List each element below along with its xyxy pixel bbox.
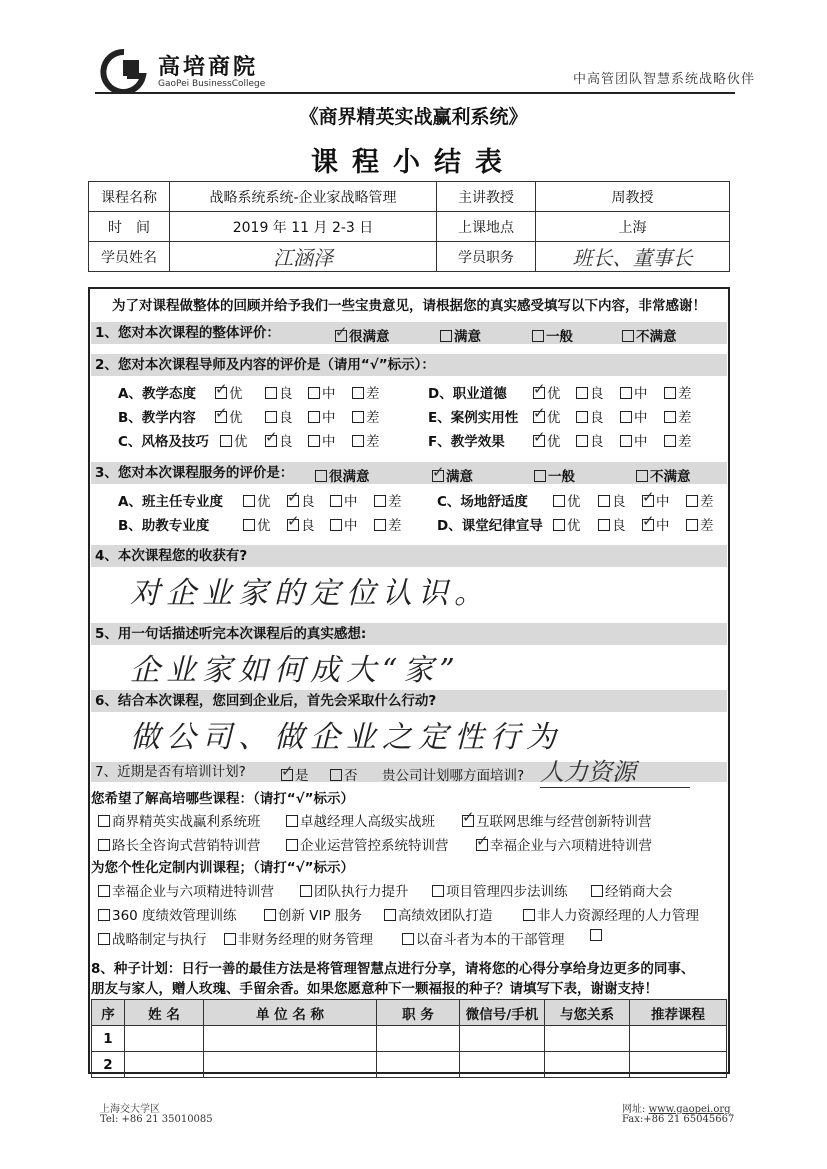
seed-cell[interactable] [545,1026,630,1052]
checkbox-icon[interactable] [243,519,255,531]
q1-opt-no[interactable]: 不满意 [622,325,677,345]
checkbox-icon[interactable] [598,519,610,531]
q2-b-grade-0[interactable]: ✓ 优 [215,406,243,426]
place-value: 上海 [536,212,730,242]
custom-option-3[interactable]: 项目管理四步法训练 [432,880,568,900]
checkbox-icon[interactable] [553,495,565,507]
seed-header-2: 单 位 名 称 [204,1000,377,1026]
seed-cell[interactable] [630,1026,727,1052]
q3-opt-satisfied[interactable]: ✓ 满意 [432,465,473,485]
q7-question: 7、近期是否有培训计划? [95,764,246,780]
q2-b-grade-3[interactable]: 差 [352,406,380,426]
seed-cell[interactable] [204,1052,377,1078]
q3-item-d: D、课堂纪律宣导 [437,518,543,534]
q2-c-grade-0[interactable]: 优 [220,430,248,450]
q3-a-grade-2[interactable]: 中 [330,490,358,510]
q3-c-grade-3[interactable]: 差 [686,490,714,510]
q2-item-f: F、教学效果 [428,434,505,450]
q3-b-grade-0[interactable]: 优 [243,514,271,534]
q7-answer: 人力资源 [540,752,690,788]
seed-header-0: 序 [92,1000,125,1026]
checkbox-icon[interactable] [352,435,364,447]
seed-header-5: 与您关系 [545,1000,630,1026]
checkbox-icon[interactable] [98,885,110,897]
seed-row-number: 1 [92,1026,125,1052]
teacher-value: 周教授 [536,182,730,212]
seed-cell[interactable] [125,1026,204,1052]
seed-header-4: 微信号/手机 [460,1000,545,1026]
place-label: 上课地点 [437,212,536,242]
q3-item-c: C、场地舒适度 [437,494,528,510]
checkbox-icon[interactable] [308,411,320,423]
checkbox-icon[interactable] [98,839,110,851]
course-label: 课程名称 [89,182,170,212]
q3-b-grade-2[interactable]: 中 [330,514,358,534]
course-option-1[interactable]: 商界精英实战赢利系统班 [98,810,261,830]
q1-question: 1、您对本次课程的整体评价： [95,325,280,341]
seed-header-6: 推荐课程 [630,1000,727,1026]
gp-logo-icon [97,48,151,94]
checkbox-icon[interactable] [220,435,232,447]
custom-option-1[interactable]: 幸福企业与六项精进特训营 [98,880,274,900]
checkbox-icon[interactable] [476,839,488,851]
checkbox-icon[interactable] [462,815,474,827]
q3-d-grade-0[interactable]: 优 [553,514,581,534]
q2-f-grade-1[interactable]: 良 [576,430,604,450]
checkbox-icon[interactable] [576,411,588,423]
seed-cell[interactable] [377,1052,460,1078]
q7-ask: 贵公司计划哪方面培训? [382,768,525,784]
checkbox-icon[interactable] [533,411,545,423]
q2-item-a: A、教学态度 [118,386,196,402]
q6-row [91,690,727,712]
q3-b-grade-1[interactable]: ✓ 良 [287,514,315,534]
q2-c-grade-2[interactable]: 中 [308,430,336,450]
custom-option-2[interactable]: 团队执行力提升 [300,880,409,900]
checkbox-icon[interactable] [300,885,312,897]
checkbox-icon[interactable] [287,519,299,531]
teacher-label: 主讲教授 [437,182,536,212]
checkbox-icon[interactable] [664,435,676,447]
checkbox-icon[interactable] [286,839,298,851]
q3-opt-ok[interactable]: 一般 [534,465,575,485]
checkbox-icon[interactable] [224,933,236,945]
q2-e-grade-0[interactable]: ✓ 优 [533,406,561,426]
q2-c-grade-3[interactable]: 差 [352,430,380,450]
q2-b-grade-2[interactable]: 中 [308,406,336,426]
q2-e-grade-1[interactable]: 良 [576,406,604,426]
custom-option-11[interactable]: 以奋斗者为本的干部管理 [402,928,565,948]
checkbox-icon[interactable] [664,387,676,399]
q8-line2: 朋友与家人，赠人玫瑰、手留余香。如果您愿意种下一颗福报的种子？请填写下表，谢谢支持！ [91,981,658,997]
q3-question: 3、您对本次课程服务的评价是： [95,465,294,481]
checkbox-icon[interactable] [352,387,364,399]
seed-header-1: 姓 名 [125,1000,204,1026]
checkbox-icon[interactable] [533,435,545,447]
q2-d-grade-2[interactable]: 中 [620,382,648,402]
logo-name: 高培商院 [158,55,259,80]
footer-fax: Fax:+86 21 65045667 [622,1114,735,1125]
checkbox-icon[interactable] [534,470,546,482]
q3-a-grade-0[interactable]: 优 [243,490,271,510]
q3-a-grade-3[interactable]: 差 [374,490,402,510]
course-option-4[interactable]: 路长全咨询式营销特训营 [98,834,261,854]
checkbox-icon[interactable] [636,470,648,482]
q3-row [91,462,727,484]
checkbox-icon[interactable] [402,933,414,945]
seed-header-3: 职 务 [377,1000,460,1026]
checkbox-icon[interactable] [620,435,632,447]
checkbox-icon[interactable] [215,387,227,399]
footer-tel: Tel: +86 21 35010085 [100,1114,213,1125]
role-value: 班长、董事长 [536,242,730,272]
q6-question: 6、结合本次课程，您回到企业后，首先会采取什么行动? [95,693,437,709]
checkbox-icon[interactable] [620,411,632,423]
custom-option-12[interactable] [590,928,604,944]
custom-option-9[interactable]: 战略制定与执行 [98,928,207,948]
checkbox-icon[interactable] [281,769,293,781]
name-value: 江涵泽 [170,242,437,272]
seed-cell[interactable] [204,1026,377,1052]
checkbox-icon[interactable] [432,470,444,482]
seed-cell[interactable] [630,1052,727,1078]
q7-yes[interactable]: ✓ 是 [281,764,309,784]
seed-cell[interactable] [460,1052,545,1078]
checkbox-icon[interactable] [523,909,535,921]
q6-answer: 做公司、做企业之定性行为 [130,720,562,755]
course-value: 战略系统系统-企业家战略管理 [170,182,437,212]
q3-opt-no[interactable]: 不满意 [636,465,691,485]
q7-no[interactable]: 否 [330,764,358,784]
q2-d-grade-1[interactable]: 良 [576,382,604,402]
custom-option-8[interactable]: 非人力资源经理的人力管理 [523,904,699,924]
custom-question: 为您个性化定制内训课程；（请打“√”标示） [91,860,354,876]
course-option-6[interactable]: ✓ 幸福企业与六项精进特训营 [476,834,652,854]
checkbox-icon[interactable] [315,470,327,482]
q8-line1: 8、种子计划：日行一善的最佳方法是将管理智慧点进行分享，请将您的心得分享给身边更多的同事、 [91,961,695,977]
checkbox-icon[interactable] [308,435,320,447]
checkbox-icon[interactable] [686,519,698,531]
page-title: 课程小结表 [311,147,516,178]
q2-row [91,354,727,376]
checkbox-icon[interactable] [330,519,342,531]
checkbox-icon[interactable] [265,387,277,399]
q3-c-grade-2[interactable]: ✓ 中 [642,490,670,510]
checkbox-icon[interactable] [384,909,396,921]
checkbox-icon[interactable] [98,815,110,827]
q3-opt-very[interactable]: 很满意 [315,465,370,485]
checkbox-icon[interactable] [590,929,602,941]
q2-d-grade-3[interactable]: 差 [664,382,692,402]
checkbox-icon[interactable] [98,909,110,921]
checkbox-icon[interactable] [440,330,452,342]
q3-c-grade-0[interactable]: 优 [553,490,581,510]
checkbox-icon[interactable] [598,495,610,507]
q2-d-grade-0[interactable]: ✓ 优 [533,382,561,402]
intro-text: 为了对课程做整体的回顾并给予我们一些宝贵意见，请根据您的真实感受填写以下内容，非常感谢！ [112,298,706,314]
name-label: 学员姓名 [89,242,170,272]
seed-row-number: 2 [92,1052,125,1078]
subtitle: 《商界精英实战赢利系统》 [299,106,528,128]
q1-opt-very[interactable]: ✓ 很满意 [335,325,390,345]
custom-option-4[interactable]: 经销商大会 [591,880,673,900]
course-option-2[interactable]: 卓越经理人高级实战班 [286,810,435,830]
info-table [88,181,730,272]
q3-a-grade-1[interactable]: ✓ 良 [287,490,315,510]
logo-english: GaoPei BusinessCollege [158,79,266,89]
q4-answer: 对企业家的定位认识。 [130,576,490,611]
checkbox-icon[interactable] [308,387,320,399]
checkbox-icon[interactable] [591,885,603,897]
q2-e-grade-3[interactable]: 差 [664,406,692,426]
seed-table [91,999,727,1078]
courses-question: 您希望了解高培哪些课程：（请打“√”标示） [91,791,354,807]
checkbox-icon[interactable] [620,387,632,399]
q2-b-grade-1[interactable]: 良 [265,406,293,426]
checkbox-icon[interactable] [286,815,298,827]
q1-opt-satisfied[interactable]: 满意 [440,325,481,345]
checkbox-icon[interactable] [576,387,588,399]
q3-d-grade-3[interactable]: 差 [686,514,714,534]
checkbox-icon[interactable] [287,495,299,507]
checkbox-icon[interactable] [553,519,565,531]
q5-row [91,623,727,645]
q2-a-grade-2[interactable]: 中 [308,382,336,402]
custom-option-5[interactable]: 360 度绩效管理训练 [98,904,237,924]
q2-item-d: D、职业道德 [428,386,507,402]
q2-f-grade-2[interactable]: 中 [620,430,648,450]
course-option-3[interactable]: ✓ 互联网思维与经营创新特训营 [462,810,652,830]
checkbox-icon[interactable] [374,519,386,531]
checkbox-icon[interactable] [265,411,277,423]
q2-c-grade-1[interactable]: ✓ 良 [265,430,293,450]
q2-question: 2、您对本次课程导师及内容的评价是（请用“√”标示）： [95,357,435,373]
q2-a-grade-3[interactable]: 差 [352,382,380,402]
checkbox-icon[interactable] [215,411,227,423]
time-label: 时 间 [89,212,170,242]
q2-item-c: C、风格及技巧 [118,434,209,450]
checkbox-icon[interactable] [532,330,544,342]
slogan: 中高管团队智慧系统战略伙伴 [572,72,755,87]
checkbox-icon[interactable] [622,330,634,342]
q1-opt-ok[interactable]: 一般 [532,325,573,345]
q4-row [91,545,727,567]
q2-item-b: B、教学内容 [118,410,196,426]
q5-answer: 企业家如何成大“家” [130,653,461,688]
custom-option-7[interactable]: 高绩效团队打造 [384,904,493,924]
checkbox-icon[interactable] [335,330,347,342]
checkbox-icon[interactable] [243,495,255,507]
custom-option-6[interactable]: 创新 VIP 服务 [264,904,362,924]
q3-c-grade-1[interactable]: 良 [598,490,626,510]
q3-item-a: A、班主任专业度 [118,494,223,510]
role-label: 学员职务 [437,242,536,272]
checkbox-icon[interactable] [642,519,654,531]
course-option-5[interactable]: 企业运营管控系统特训营 [286,834,449,854]
checkbox-icon[interactable] [264,909,276,921]
checkbox-icon[interactable] [432,885,444,897]
seed-cell[interactable] [460,1026,545,1052]
footer-web: 网址: www.gaopei.org [622,1104,731,1115]
q3-d-grade-1[interactable]: 良 [598,514,626,534]
q2-item-e: E、案例实用性 [428,410,519,426]
q2-e-grade-2[interactable]: 中 [620,406,648,426]
checkbox-icon[interactable] [664,411,676,423]
q2-f-grade-0[interactable]: ✓ 优 [533,430,561,450]
checkbox-icon[interactable] [533,387,545,399]
time-value: 2019 年 11 月 2-3 日 [170,212,437,242]
q4-question: 4、本次课程您的收获有? [95,548,248,564]
seed-cell[interactable] [377,1026,460,1052]
header-rule [95,92,735,94]
q2-a-grade-0[interactable]: ✓ 优 [215,382,243,402]
custom-option-10[interactable]: 非财务经理的财务管理 [224,928,373,948]
checkbox-icon[interactable] [98,933,110,945]
q5-question: 5、用一句话描述听完本次课程后的真实感想: [95,626,367,642]
q3-d-grade-2[interactable]: ✓ 中 [642,514,670,534]
checkbox-icon[interactable] [374,495,386,507]
checkbox-icon[interactable] [265,435,277,447]
q2-f-grade-3[interactable]: 差 [664,430,692,450]
seed-cell[interactable] [125,1052,204,1078]
checkbox-icon[interactable] [330,495,342,507]
checkbox-icon[interactable] [576,435,588,447]
checkbox-icon[interactable] [642,495,654,507]
seed-cell[interactable] [545,1052,630,1078]
q3-item-b: B、助教专业度 [118,518,210,534]
checkbox-icon[interactable] [686,495,698,507]
checkbox-icon[interactable] [352,411,364,423]
footer-address: 上海交大学区 [100,1104,160,1115]
checkbox-icon[interactable] [330,769,342,781]
website-link[interactable]: www.gaopei.org [648,1104,731,1115]
q2-a-grade-1[interactable]: 良 [265,382,293,402]
q3-b-grade-3[interactable]: 差 [374,514,402,534]
